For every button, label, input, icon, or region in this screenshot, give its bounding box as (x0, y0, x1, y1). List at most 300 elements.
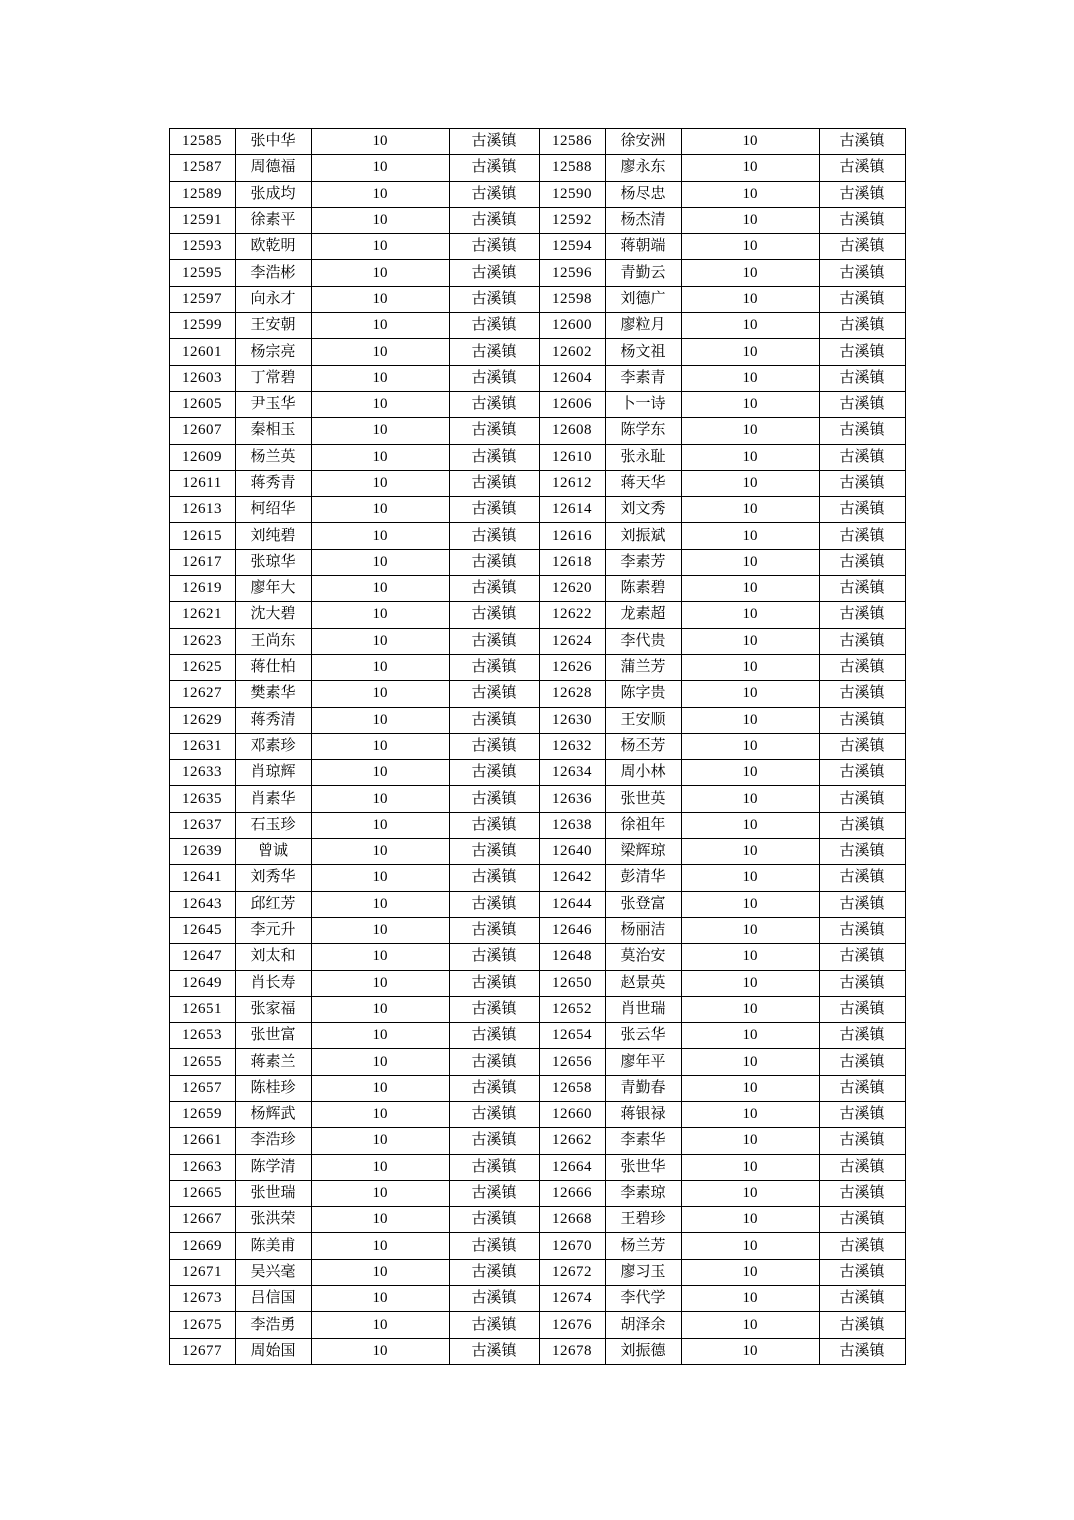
table-row (169, 1259, 905, 1285)
id-cell: 12633 (169, 760, 235, 786)
amount-cell: 10 (311, 181, 449, 207)
town-cell: 古溪镇 (819, 339, 905, 365)
table-row (169, 996, 905, 1022)
id-cell: 12608 (539, 418, 605, 444)
town-cell: 古溪镇 (819, 865, 905, 891)
table-row (169, 549, 905, 575)
amount-cell: 10 (311, 786, 449, 812)
name-cell: 李素青 (605, 365, 681, 391)
name-cell: 胡泽余 (605, 1312, 681, 1338)
name-cell: 杨尽忠 (605, 181, 681, 207)
id-cell: 12660 (539, 1101, 605, 1127)
amount-cell: 10 (681, 444, 819, 470)
name-cell: 王碧珍 (605, 1207, 681, 1233)
name-cell: 李素琼 (605, 1180, 681, 1206)
name-cell: 张成均 (235, 181, 311, 207)
town-cell: 古溪镇 (819, 129, 905, 155)
name-cell: 陈学东 (605, 418, 681, 444)
id-cell: 12668 (539, 1207, 605, 1233)
amount-cell: 10 (311, 628, 449, 654)
name-cell: 欧乾明 (235, 234, 311, 260)
town-cell: 古溪镇 (819, 628, 905, 654)
id-cell: 12667 (169, 1207, 235, 1233)
amount-cell: 10 (681, 286, 819, 312)
name-cell: 吴兴毫 (235, 1259, 311, 1285)
id-cell: 12646 (539, 917, 605, 943)
town-cell: 古溪镇 (819, 891, 905, 917)
amount-cell: 10 (681, 1286, 819, 1312)
name-cell: 石玉珍 (235, 812, 311, 838)
town-cell: 古溪镇 (449, 733, 539, 759)
id-cell: 12656 (539, 1049, 605, 1075)
id-cell: 12627 (169, 681, 235, 707)
table-row (169, 286, 905, 312)
table-row (169, 812, 905, 838)
name-cell: 龙素超 (605, 602, 681, 628)
id-cell: 12661 (169, 1128, 235, 1154)
table-row (169, 944, 905, 970)
town-cell: 古溪镇 (449, 891, 539, 917)
name-cell: 张世华 (605, 1154, 681, 1180)
id-cell: 12629 (169, 707, 235, 733)
id-cell: 12658 (539, 1075, 605, 1101)
town-cell: 古溪镇 (819, 549, 905, 575)
amount-cell: 10 (311, 1338, 449, 1364)
amount-cell: 10 (311, 970, 449, 996)
name-cell: 丁常碧 (235, 365, 311, 391)
amount-cell: 10 (681, 313, 819, 339)
town-cell: 古溪镇 (449, 970, 539, 996)
id-cell: 12601 (169, 339, 235, 365)
id-cell: 12587 (169, 155, 235, 181)
id-cell: 12593 (169, 234, 235, 260)
amount-cell: 10 (681, 1101, 819, 1127)
town-cell: 古溪镇 (449, 1207, 539, 1233)
amount-cell: 10 (681, 418, 819, 444)
amount-cell: 10 (681, 812, 819, 838)
id-cell: 12678 (539, 1338, 605, 1364)
amount-cell: 10 (681, 365, 819, 391)
amount-cell: 10 (311, 523, 449, 549)
amount-cell: 10 (681, 1207, 819, 1233)
id-cell: 12599 (169, 313, 235, 339)
id-cell: 12588 (539, 155, 605, 181)
amount-cell: 10 (311, 365, 449, 391)
name-cell: 杨兰芳 (605, 1233, 681, 1259)
table-row (169, 523, 905, 549)
id-cell: 12634 (539, 760, 605, 786)
name-cell: 王安顺 (605, 707, 681, 733)
name-cell: 刘德广 (605, 286, 681, 312)
id-cell: 12653 (169, 1023, 235, 1049)
amount-cell: 10 (681, 891, 819, 917)
id-cell: 12657 (169, 1075, 235, 1101)
name-cell: 李浩勇 (235, 1312, 311, 1338)
town-cell: 古溪镇 (819, 970, 905, 996)
name-cell: 李代贵 (605, 628, 681, 654)
town-cell: 古溪镇 (819, 839, 905, 865)
name-cell: 王安朝 (235, 313, 311, 339)
id-cell: 12632 (539, 733, 605, 759)
name-cell: 蒋朝端 (605, 234, 681, 260)
name-cell: 徐素平 (235, 207, 311, 233)
town-cell: 古溪镇 (819, 391, 905, 417)
table-row (169, 1233, 905, 1259)
table-row (169, 497, 905, 523)
amount-cell: 10 (681, 391, 819, 417)
town-cell: 古溪镇 (819, 313, 905, 339)
name-cell: 李浩珍 (235, 1128, 311, 1154)
name-cell: 肖长寿 (235, 970, 311, 996)
name-cell: 张洪荣 (235, 1207, 311, 1233)
town-cell: 古溪镇 (449, 549, 539, 575)
table-row (169, 234, 905, 260)
table-row (169, 865, 905, 891)
table-row (169, 181, 905, 207)
id-cell: 12662 (539, 1128, 605, 1154)
id-cell: 12639 (169, 839, 235, 865)
town-cell: 古溪镇 (819, 812, 905, 838)
town-cell: 古溪镇 (819, 470, 905, 496)
table-row (169, 418, 905, 444)
town-cell: 古溪镇 (449, 654, 539, 680)
name-cell: 沈大碧 (235, 602, 311, 628)
town-cell: 古溪镇 (819, 1312, 905, 1338)
id-cell: 12604 (539, 365, 605, 391)
town-cell: 古溪镇 (819, 1128, 905, 1154)
name-cell: 刘文秀 (605, 497, 681, 523)
amount-cell: 10 (311, 891, 449, 917)
id-cell: 12595 (169, 260, 235, 286)
id-cell: 12618 (539, 549, 605, 575)
id-cell: 12589 (169, 181, 235, 207)
town-cell: 古溪镇 (819, 1207, 905, 1233)
id-cell: 12625 (169, 654, 235, 680)
name-cell: 蒋秀清 (235, 707, 311, 733)
table-row (169, 391, 905, 417)
id-cell: 12586 (539, 129, 605, 155)
town-cell: 古溪镇 (449, 1338, 539, 1364)
amount-cell: 10 (311, 1075, 449, 1101)
name-cell: 赵景英 (605, 970, 681, 996)
town-cell: 古溪镇 (819, 1049, 905, 1075)
name-cell: 莫治安 (605, 944, 681, 970)
amount-cell: 10 (311, 155, 449, 181)
name-cell: 杨宗亮 (235, 339, 311, 365)
table-row (169, 1207, 905, 1233)
town-cell: 古溪镇 (449, 839, 539, 865)
id-cell: 12648 (539, 944, 605, 970)
id-cell: 12638 (539, 812, 605, 838)
amount-cell: 10 (681, 1233, 819, 1259)
name-cell: 周小林 (605, 760, 681, 786)
town-cell: 古溪镇 (819, 944, 905, 970)
id-cell: 12663 (169, 1154, 235, 1180)
town-cell: 古溪镇 (449, 812, 539, 838)
table-row (169, 891, 905, 917)
table-row (169, 313, 905, 339)
table-row (169, 129, 905, 155)
id-cell: 12665 (169, 1180, 235, 1206)
amount-cell: 10 (681, 1128, 819, 1154)
town-cell: 古溪镇 (449, 1259, 539, 1285)
town-cell: 古溪镇 (449, 760, 539, 786)
amount-cell: 10 (681, 497, 819, 523)
town-cell: 古溪镇 (449, 155, 539, 181)
town-cell: 古溪镇 (819, 181, 905, 207)
id-cell: 12642 (539, 865, 605, 891)
table-row (169, 1128, 905, 1154)
amount-cell: 10 (681, 944, 819, 970)
amount-cell: 10 (311, 260, 449, 286)
town-cell: 古溪镇 (819, 760, 905, 786)
name-cell: 肖琼辉 (235, 760, 311, 786)
town-cell: 古溪镇 (449, 1233, 539, 1259)
town-cell: 古溪镇 (449, 602, 539, 628)
town-cell: 古溪镇 (819, 1075, 905, 1101)
name-cell: 青勤春 (605, 1075, 681, 1101)
table-row (169, 1154, 905, 1180)
town-cell: 古溪镇 (819, 207, 905, 233)
amount-cell: 10 (311, 760, 449, 786)
id-cell: 12673 (169, 1286, 235, 1312)
table-row (169, 628, 905, 654)
id-cell: 12677 (169, 1338, 235, 1364)
town-cell: 古溪镇 (819, 418, 905, 444)
amount-cell: 10 (311, 1233, 449, 1259)
name-cell: 吕信国 (235, 1286, 311, 1312)
name-cell: 杨丕芳 (605, 733, 681, 759)
town-cell: 古溪镇 (819, 1180, 905, 1206)
town-cell: 古溪镇 (449, 286, 539, 312)
town-cell: 古溪镇 (449, 681, 539, 707)
name-cell: 张琼华 (235, 549, 311, 575)
id-cell: 12674 (539, 1286, 605, 1312)
town-cell: 古溪镇 (449, 576, 539, 602)
name-cell: 李素华 (605, 1128, 681, 1154)
name-cell: 张永耻 (605, 444, 681, 470)
id-cell: 12635 (169, 786, 235, 812)
town-cell: 古溪镇 (449, 1075, 539, 1101)
amount-cell: 10 (681, 207, 819, 233)
id-cell: 12652 (539, 996, 605, 1022)
table-row (169, 1049, 905, 1075)
id-cell: 12609 (169, 444, 235, 470)
amount-cell: 10 (681, 970, 819, 996)
id-cell: 12614 (539, 497, 605, 523)
id-cell: 12610 (539, 444, 605, 470)
name-cell: 陈素碧 (605, 576, 681, 602)
name-cell: 蒋秀青 (235, 470, 311, 496)
name-cell: 秦相玉 (235, 418, 311, 444)
name-cell: 徐安洲 (605, 129, 681, 155)
town-cell: 古溪镇 (449, 470, 539, 496)
town-cell: 古溪镇 (819, 1259, 905, 1285)
name-cell: 张家福 (235, 996, 311, 1022)
amount-cell: 10 (681, 1023, 819, 1049)
name-cell: 廖年大 (235, 576, 311, 602)
name-cell: 李代学 (605, 1286, 681, 1312)
table-row (169, 1101, 905, 1127)
amount-cell: 10 (311, 1259, 449, 1285)
amount-cell: 10 (681, 628, 819, 654)
id-cell: 12636 (539, 786, 605, 812)
name-cell: 彭清华 (605, 865, 681, 891)
id-cell: 12621 (169, 602, 235, 628)
town-cell: 古溪镇 (449, 497, 539, 523)
town-cell: 古溪镇 (449, 444, 539, 470)
id-cell: 12590 (539, 181, 605, 207)
table-row (169, 339, 905, 365)
id-cell: 12607 (169, 418, 235, 444)
name-cell: 肖世瑞 (605, 996, 681, 1022)
amount-cell: 10 (681, 470, 819, 496)
id-cell: 12637 (169, 812, 235, 838)
town-cell: 古溪镇 (449, 917, 539, 943)
town-cell: 古溪镇 (449, 418, 539, 444)
id-cell: 12659 (169, 1101, 235, 1127)
amount-cell: 10 (311, 944, 449, 970)
id-cell: 12611 (169, 470, 235, 496)
amount-cell: 10 (311, 681, 449, 707)
id-cell: 12622 (539, 602, 605, 628)
name-cell: 卜一诗 (605, 391, 681, 417)
id-cell: 12594 (539, 234, 605, 260)
table-row (169, 576, 905, 602)
id-cell: 12654 (539, 1023, 605, 1049)
town-cell: 古溪镇 (819, 365, 905, 391)
town-cell: 古溪镇 (449, 707, 539, 733)
town-cell: 古溪镇 (819, 681, 905, 707)
id-cell: 12675 (169, 1312, 235, 1338)
id-cell: 12640 (539, 839, 605, 865)
table-row (169, 917, 905, 943)
town-cell: 古溪镇 (819, 1154, 905, 1180)
id-cell: 12606 (539, 391, 605, 417)
amount-cell: 10 (681, 760, 819, 786)
id-cell: 12669 (169, 1233, 235, 1259)
id-cell: 12664 (539, 1154, 605, 1180)
amount-cell: 10 (311, 1207, 449, 1233)
name-cell: 陈美甫 (235, 1233, 311, 1259)
name-cell: 陈桂珍 (235, 1075, 311, 1101)
name-cell: 蒋仕柏 (235, 654, 311, 680)
amount-cell: 10 (311, 1049, 449, 1075)
amount-cell: 10 (681, 339, 819, 365)
id-cell: 12650 (539, 970, 605, 996)
amount-cell: 10 (311, 865, 449, 891)
town-cell: 古溪镇 (449, 129, 539, 155)
town-cell: 古溪镇 (819, 444, 905, 470)
town-cell: 古溪镇 (819, 996, 905, 1022)
name-cell: 张世富 (235, 1023, 311, 1049)
town-cell: 古溪镇 (449, 365, 539, 391)
id-cell: 12655 (169, 1049, 235, 1075)
amount-cell: 10 (681, 786, 819, 812)
amount-cell: 10 (681, 1154, 819, 1180)
town-cell: 古溪镇 (819, 1023, 905, 1049)
id-cell: 12649 (169, 970, 235, 996)
town-cell: 古溪镇 (819, 1233, 905, 1259)
town-cell: 古溪镇 (819, 576, 905, 602)
name-cell: 刘纯碧 (235, 523, 311, 549)
name-cell: 尹玉华 (235, 391, 311, 417)
id-cell: 12624 (539, 628, 605, 654)
name-cell: 张云华 (605, 1023, 681, 1049)
amount-cell: 10 (681, 839, 819, 865)
table-row (169, 733, 905, 759)
amount-cell: 10 (311, 917, 449, 943)
town-cell: 古溪镇 (819, 1101, 905, 1127)
table-row (169, 1312, 905, 1338)
town-cell: 古溪镇 (819, 260, 905, 286)
town-cell: 古溪镇 (449, 207, 539, 233)
id-cell: 12596 (539, 260, 605, 286)
town-cell: 古溪镇 (449, 1312, 539, 1338)
amount-cell: 10 (311, 1128, 449, 1154)
id-cell: 12626 (539, 654, 605, 680)
amount-cell: 10 (311, 1154, 449, 1180)
town-cell: 古溪镇 (449, 234, 539, 260)
amount-cell: 10 (311, 996, 449, 1022)
amount-cell: 10 (681, 234, 819, 260)
town-cell: 古溪镇 (449, 1023, 539, 1049)
amount-cell: 10 (311, 654, 449, 680)
amount-cell: 10 (311, 497, 449, 523)
name-cell: 蒲兰芳 (605, 654, 681, 680)
amount-cell: 10 (311, 470, 449, 496)
table-row (169, 1338, 905, 1364)
amount-cell: 10 (311, 391, 449, 417)
name-cell: 刘振斌 (605, 523, 681, 549)
amount-cell: 10 (311, 1312, 449, 1338)
id-cell: 12585 (169, 129, 235, 155)
table-row (169, 1286, 905, 1312)
name-cell: 邱红芳 (235, 891, 311, 917)
id-cell: 12612 (539, 470, 605, 496)
id-cell: 12598 (539, 286, 605, 312)
town-cell: 古溪镇 (819, 497, 905, 523)
amount-cell: 10 (681, 681, 819, 707)
table-row (169, 365, 905, 391)
table-row (169, 1075, 905, 1101)
table-row (169, 1180, 905, 1206)
id-cell: 12647 (169, 944, 235, 970)
table-row (169, 970, 905, 996)
name-cell: 杨杰清 (605, 207, 681, 233)
name-cell: 梁辉琼 (605, 839, 681, 865)
id-cell: 12605 (169, 391, 235, 417)
town-cell: 古溪镇 (449, 1286, 539, 1312)
amount-cell: 10 (311, 234, 449, 260)
table-row (169, 760, 905, 786)
name-cell: 廖粒月 (605, 313, 681, 339)
town-cell: 古溪镇 (449, 1049, 539, 1075)
town-cell: 古溪镇 (449, 260, 539, 286)
amount-cell: 10 (311, 602, 449, 628)
amount-cell: 10 (681, 996, 819, 1022)
town-cell: 古溪镇 (449, 523, 539, 549)
name-cell: 周德福 (235, 155, 311, 181)
amount-cell: 10 (311, 707, 449, 733)
town-cell: 古溪镇 (819, 155, 905, 181)
town-cell: 古溪镇 (819, 602, 905, 628)
id-cell: 12617 (169, 549, 235, 575)
name-cell: 张登富 (605, 891, 681, 917)
id-cell: 12672 (539, 1259, 605, 1285)
id-cell: 12628 (539, 681, 605, 707)
amount-cell: 10 (311, 1180, 449, 1206)
